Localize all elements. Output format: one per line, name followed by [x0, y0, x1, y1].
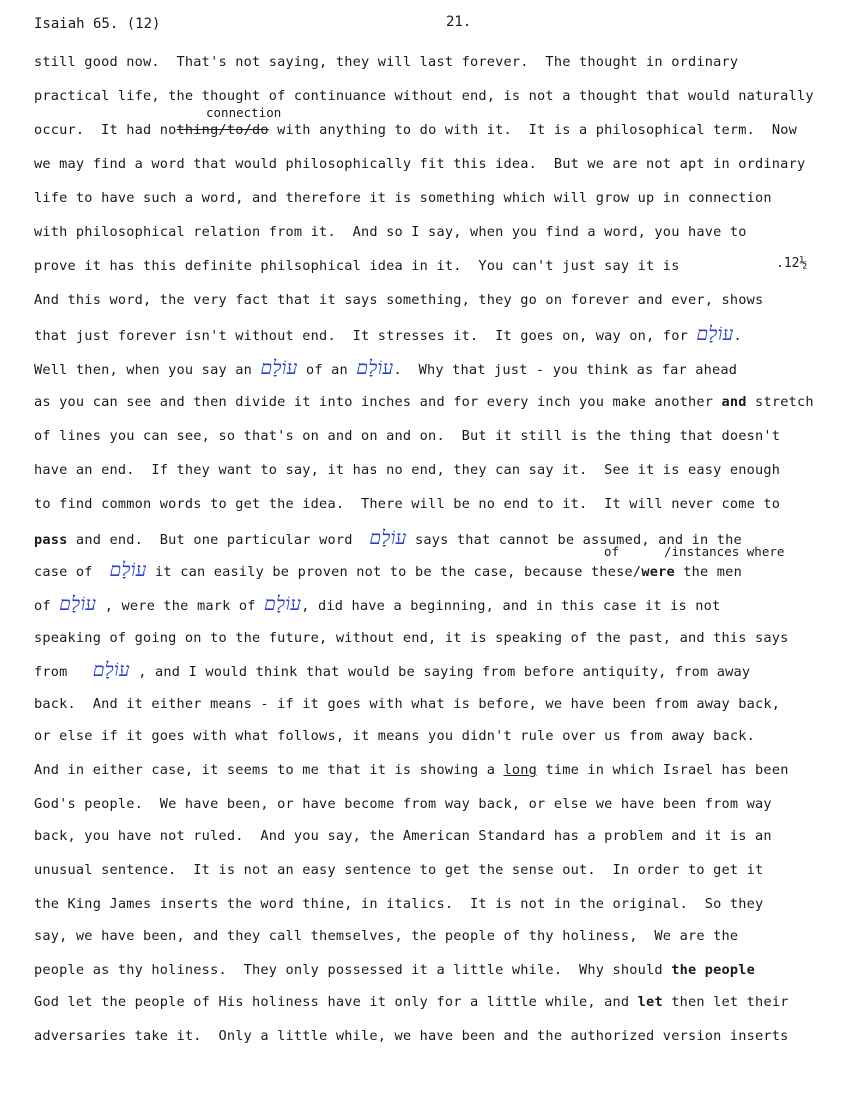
text-line-19 — [34, 659, 751, 681]
struck-text: thing/to/do — [176, 122, 269, 138]
insertion-instances-where: /instances where — [664, 544, 785, 559]
hebrew-handwritten-word: עוֹלָם — [356, 357, 394, 379]
text-line-4: we may find a word that would philosophically fit this idea. But we are not apt in ordinary — [34, 156, 806, 172]
text-line-7: prove it has this definite philsophical idea in it. You can't just say it is — [34, 258, 680, 274]
text-segment: , were the mark of — [96, 598, 256, 614]
text-line-14: to find common words to get the idea. There will be no end to it. It will never come to — [34, 496, 781, 512]
text-line-6: with philosophical relation from it. And so I say, when you find a word, you have to — [34, 224, 747, 240]
text-segment: that just forever isn't without end. It stresses it. It goes on, way on, for — [34, 328, 688, 344]
text-line-13: have an end. If they want to say, it has no end, they can say it. See it is easy enough — [34, 462, 781, 478]
text-segment: and — [67, 532, 102, 548]
text-segment: with anything to do with it. It is a philosophical term. Now — [268, 122, 797, 138]
text-segment: stretch — [746, 394, 814, 410]
text-line-23: God's people. We have been, or have become from way back, or else we have been from way — [34, 796, 772, 812]
underlined-text: long — [503, 762, 538, 778]
hebrew-handwritten-word: עוֹלָם — [696, 323, 734, 345]
text-segment: says that cannot be assumed, and in the — [406, 532, 742, 548]
text-line-27: say, we have been, and they call themselves, the people of thy holiness, We are the — [34, 928, 739, 944]
text-line-12: of lines you can see, so that's on and on and on. But it still is the thing that doesn't — [34, 428, 781, 444]
text-segment: , and I would think that would be saying from before antiquity, from away — [129, 664, 751, 680]
text-line-24 — [34, 828, 772, 844]
text-segment: it can easily be proven not to be the case, because these/ — [146, 564, 642, 580]
text-segment: end. But one particular word — [101, 532, 353, 548]
text-line-11 — [34, 394, 814, 410]
typed-over-text: were — [641, 564, 675, 580]
hebrew-handwritten-word: עוֹלָם — [109, 559, 147, 581]
text-line-16 — [34, 559, 742, 581]
hebrew-handwritten-word: עוֹלָם — [264, 593, 302, 615]
typed-over-text: the people — [671, 962, 756, 978]
text-line-29 — [34, 994, 789, 1010]
text-segment: as you can see and then divide it into inches and for every inch you make another — [34, 394, 714, 410]
margin-note: .12½ — [776, 256, 808, 271]
text-line-2: practical life, the thought of continuance without end, is not a thought that would naturally — [34, 88, 814, 104]
text-segment: And in either case, it seems to me that it is showing a — [34, 762, 504, 778]
text-segment: people as thy holiness. They only possessed it a little while. Why should — [34, 962, 672, 978]
text-line-9 — [34, 323, 742, 345]
text-line-8: And this word, the very fact that it says something, they go on forever and ever, shows — [34, 292, 764, 308]
page-header-reference: Isaiah 65. (12) — [34, 16, 161, 32]
text-segment: then let their — [662, 994, 789, 1010]
hebrew-handwritten-word: עוֹלָם — [260, 357, 298, 379]
text-segment: the men — [674, 564, 742, 580]
text-segment: . — [733, 328, 742, 344]
text-segment: from — [34, 664, 68, 680]
text-segment: God let the people of His holiness have it only for a little while, and — [34, 994, 638, 1010]
text-line-3 — [34, 122, 797, 138]
text-line-21: or else if it goes with what follows, it means you didn't rule over us from away back. — [34, 728, 756, 744]
text-line-10 — [34, 357, 738, 379]
insertion-connection: connection — [206, 105, 282, 120]
text-line-15 — [34, 527, 742, 549]
typed-over-text: and — [721, 394, 747, 410]
text-line-20: back. And it either means - if it goes with what is before, we have been from away back, — [34, 696, 781, 712]
text-segment: time in which Israel has been — [537, 762, 789, 778]
text-line-26: the King James inserts the word thine, in italics. It is not in the original. So they — [34, 896, 764, 912]
text-line-17 — [34, 593, 721, 615]
insertion-of: of — [604, 544, 620, 559]
text-line-28 — [34, 962, 755, 978]
page-number: 21. — [446, 14, 472, 30]
text-segment: of — [34, 598, 51, 614]
text-segment: problem and it is an — [604, 828, 772, 844]
typed-over-text: pass — [34, 532, 68, 548]
typed-over-text: let — [637, 994, 663, 1010]
text-segment: case of — [34, 564, 93, 580]
text-segment: occur. It had no — [34, 122, 177, 138]
text-segment: Well then, when you say an — [34, 362, 252, 378]
text-line-22 — [34, 762, 789, 778]
text-segment: back, you have not ruled. And you say, the American Standard has a — [34, 828, 605, 844]
text-line-30: adversaries take it. Only a little while, we have been and the authorized version inserts — [34, 1028, 789, 1044]
text-segment: . Why that just - you think as far ahead — [393, 362, 738, 378]
text-segment: of an — [305, 362, 348, 378]
hebrew-handwritten-word: עוֹלָם — [92, 659, 130, 681]
text-segment: , did have a beginning, and in this case it is not — [301, 598, 721, 614]
text-line-5: life to have such a word, and therefore it is something which will grow up in connection — [34, 190, 772, 206]
text-line-18: speaking of going on to the future, without end, it is speaking of the past, and this says — [34, 630, 789, 646]
text-line-25: unusual sentence. It is not an easy sentence to get the sense out. In order to get it — [34, 862, 764, 878]
hebrew-handwritten-word: עוֹלָם — [369, 527, 407, 549]
text-line-1: still good now. That's not saying, they will last forever. The thought in ordinary — [34, 54, 739, 70]
hebrew-handwritten-word: עוֹלָם — [59, 593, 97, 615]
